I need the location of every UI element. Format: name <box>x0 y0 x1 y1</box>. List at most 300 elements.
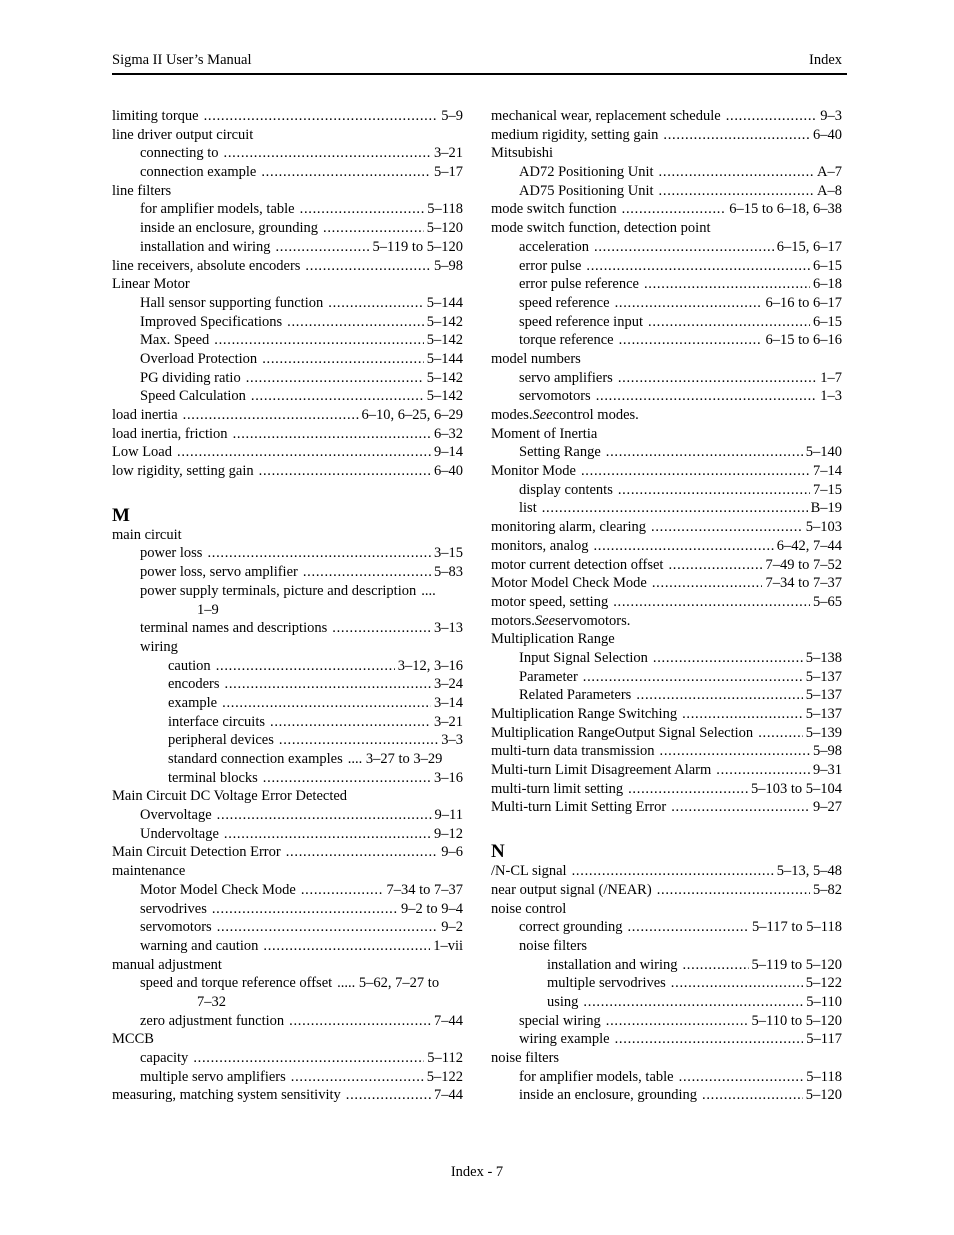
index-term: wiring <box>140 638 178 655</box>
index-term: connecting to <box>140 145 219 162</box>
index-entry <box>112 369 463 388</box>
page-reference: 6–18 <box>813 276 842 293</box>
page-reference: 5–98 <box>434 257 463 274</box>
dot-leader <box>233 425 431 444</box>
page-reference: ..... 5–62, 7–27 to <box>337 975 440 992</box>
dot-leader <box>583 993 803 1012</box>
index-term: Mitsubishi <box>491 145 554 162</box>
index-term: MCCB <box>112 1031 154 1048</box>
page-reference: 5–138 <box>805 649 842 666</box>
section-gap <box>491 817 842 841</box>
index-term: noise filters <box>519 937 588 954</box>
index-entry <box>112 544 463 563</box>
index-entry <box>112 657 463 676</box>
dot-leader <box>214 331 423 350</box>
cross-reference-target: control modes. <box>552 407 639 423</box>
dot-leader <box>261 163 431 182</box>
index-term: Max. Speed <box>140 332 210 349</box>
index-entry <box>491 443 842 462</box>
index-entry <box>491 881 842 900</box>
dot-leader <box>286 843 439 862</box>
dot-leader <box>193 1049 424 1068</box>
index-term: list <box>519 500 537 517</box>
index-term: medium rigidity, setting gain <box>491 126 659 143</box>
index-term: interface circuits <box>168 713 266 730</box>
page-reference: 5–142 <box>426 369 463 386</box>
dot-leader <box>679 1068 804 1087</box>
index-entry <box>491 761 842 780</box>
index-entry <box>491 1012 842 1031</box>
dot-leader <box>263 937 430 956</box>
page-reference: 5–142 <box>426 332 463 349</box>
page-reference: 5–119 to 5–120 <box>372 238 463 255</box>
dot-leader <box>222 694 431 713</box>
dot-leader <box>613 593 810 612</box>
dot-leader <box>204 107 439 126</box>
section-letter: M <box>112 504 130 526</box>
index-term: Improved Specifications <box>140 313 283 330</box>
page-reference: 7–34 to 7–37 <box>386 881 463 898</box>
index-term: Multiplication Range Switching <box>491 706 678 722</box>
dot-leader <box>606 1012 749 1031</box>
index-term: Speed Calculation <box>140 388 246 405</box>
index-entry-continuation: 1–9 <box>197 601 219 618</box>
dot-leader <box>583 668 803 687</box>
index-entry <box>491 518 842 537</box>
index-entry <box>491 556 842 575</box>
index-entry <box>491 705 842 724</box>
dot-leader <box>668 556 762 575</box>
index-entry <box>112 200 463 219</box>
index-entry <box>112 313 463 332</box>
page-reference: 5–103 to 5–104 <box>750 780 842 797</box>
page-reference: 5–119 to 5–120 <box>751 956 842 973</box>
dot-leader <box>542 499 808 518</box>
index-term: Parameter <box>519 668 578 685</box>
index-term: display contents <box>519 481 613 498</box>
index-term: multi-turn data transmission <box>491 743 655 760</box>
page-reference: 9–14 <box>434 444 463 461</box>
page-reference: 3–14 <box>434 694 463 711</box>
index-term: Low Load <box>112 444 172 461</box>
page-reference: 5–144 <box>426 350 463 367</box>
page-reference: 5–118 <box>427 201 463 218</box>
dot-leader <box>619 331 763 350</box>
index-term: Hall sensor supporting function <box>140 294 324 311</box>
index-entry <box>491 993 842 1012</box>
page-reference: 5–110 to 5–120 <box>751 1012 842 1029</box>
index-entry <box>112 918 463 937</box>
index-entry <box>491 630 842 649</box>
index-term: Multi-turn Limit Disagreement Alarm <box>491 762 712 779</box>
dot-leader <box>636 686 802 705</box>
index-entry <box>491 742 842 761</box>
index-entry <box>491 956 842 975</box>
index-entry-continuation: 7–32 <box>197 993 226 1010</box>
page-reference: 7–44 <box>434 1087 463 1104</box>
page-reference: 6–15 <box>813 313 842 330</box>
page-reference: 3–13 <box>434 620 463 637</box>
index-term: for amplifier models, table <box>140 201 295 218</box>
index-entry <box>112 787 463 806</box>
index-term: main circuit <box>112 526 182 543</box>
index-entry <box>112 582 463 601</box>
index-term: manual adjustment <box>112 956 222 973</box>
page-reference: 5–120 <box>805 1087 842 1104</box>
index-term: installation and wiring <box>547 956 678 973</box>
index-entry <box>491 862 842 881</box>
page-reference: 6–16 to 6–17 <box>765 294 842 311</box>
page-reference: 5–65 <box>813 593 842 610</box>
dot-leader <box>216 657 395 676</box>
page-reference: 5–117 to 5–118 <box>752 919 842 936</box>
index-column-left <box>112 107 463 1105</box>
index-term: measuring, matching system sensitivity <box>112 1087 341 1104</box>
index-term: error pulse reference <box>519 276 639 293</box>
page-reference: 7–34 to 7–37 <box>765 575 842 592</box>
index-entry <box>491 144 842 163</box>
dot-leader <box>262 350 424 369</box>
index-entry <box>491 294 842 313</box>
index-term: near output signal (/NEAR) <box>491 881 652 898</box>
page-reference: 6–15 to 6–16 <box>765 332 842 349</box>
index-term: servo amplifiers <box>519 369 613 386</box>
dot-leader <box>615 294 763 313</box>
dot-leader <box>263 769 431 788</box>
index-term: Multi-turn Limit Setting Error <box>491 799 667 816</box>
page-reference: 9–3 <box>820 108 842 124</box>
index-term: terminal blocks <box>168 769 258 786</box>
index-entry <box>491 918 842 937</box>
index-entry <box>491 126 842 145</box>
index-entry <box>112 182 463 201</box>
index-term: Monitor Mode <box>491 463 576 480</box>
page-reference: 5–139 <box>805 724 842 741</box>
page-reference: 9–11 <box>434 807 463 824</box>
dot-leader <box>652 574 763 593</box>
dot-leader <box>594 238 774 257</box>
index-entry <box>112 881 463 900</box>
dot-leader <box>291 1068 424 1087</box>
dot-leader <box>593 537 773 556</box>
index-entry <box>112 1049 463 1068</box>
index-entry <box>491 275 842 294</box>
index-term: monitors, analog <box>491 537 589 554</box>
page-reference: 6–10, 6–25, 6–29 <box>361 407 463 423</box>
dot-leader <box>618 481 810 500</box>
page-reference: 6–15 <box>813 257 842 274</box>
index-term: line driver output circuit <box>112 126 254 143</box>
page-reference: 6–15 to 6–18, 6–38 <box>729 201 842 218</box>
page-reference: 5–122 <box>805 975 842 992</box>
index-entry <box>491 668 842 687</box>
dot-leader <box>653 649 803 668</box>
index-term: Related Parameters <box>519 687 632 704</box>
index-term: Input Signal Selection <box>519 649 648 666</box>
dot-leader <box>644 275 810 294</box>
dot-leader <box>207 544 431 563</box>
section-letter: N <box>491 841 505 863</box>
page-reference: 6–42, 7–44 <box>776 537 842 554</box>
index-entry <box>491 238 842 257</box>
dot-leader <box>682 705 803 724</box>
index-entry <box>112 526 463 545</box>
dot-leader <box>627 918 749 937</box>
dot-leader <box>660 742 810 761</box>
page-reference: .... 3–27 to 3–29 <box>347 751 443 767</box>
index-term: Motor Model Check Mode <box>140 881 296 898</box>
index-entry <box>112 219 463 238</box>
index-term: model numbers <box>491 350 581 367</box>
index-cross-reference <box>491 612 842 631</box>
dot-leader <box>246 369 424 388</box>
index-entry <box>491 686 842 705</box>
dot-leader <box>300 200 425 219</box>
page-reference: 5–137 <box>805 706 842 722</box>
index-entry <box>491 331 842 350</box>
index-entry <box>491 1086 842 1105</box>
index-term: limiting torque <box>112 108 199 124</box>
index-term: special wiring <box>519 1012 601 1029</box>
index-term: line filters <box>112 182 172 199</box>
cross-reference-target: servomotors. <box>555 612 631 629</box>
index-term: encoders <box>168 676 220 693</box>
dot-leader <box>270 713 431 732</box>
index-term: servomotors <box>140 919 212 936</box>
see-label: See <box>532 407 553 423</box>
index-entry <box>112 638 463 657</box>
page-reference: 5–17 <box>434 164 463 181</box>
index-term: zero adjustment function <box>140 1012 285 1029</box>
index-term: multiple servo amplifiers <box>140 1068 286 1085</box>
index-entry <box>491 200 842 219</box>
page-reference: 5–120 <box>426 220 463 237</box>
page-reference: 3–16 <box>434 769 463 786</box>
index-entry <box>491 369 842 388</box>
index-term: Motor Model Check Mode <box>491 575 647 592</box>
index-column-right <box>491 107 842 1105</box>
index-entry <box>112 406 463 425</box>
index-term: using <box>547 993 579 1010</box>
page-reference: 7–49 to 7–52 <box>765 556 842 573</box>
index-term: example <box>168 694 218 711</box>
index-entry <box>112 387 463 406</box>
index-entry <box>491 313 842 332</box>
index-entry <box>491 724 842 743</box>
page-reference: B–19 <box>810 500 842 517</box>
page-reference: 5–83 <box>434 564 463 581</box>
dot-leader <box>217 806 432 825</box>
dot-leader <box>183 406 359 425</box>
dot-leader <box>671 798 810 817</box>
index-term: mode switch function, detection point <box>491 220 711 237</box>
index-term: multiple servodrives <box>547 975 666 992</box>
index-entry <box>491 107 842 126</box>
index-term: mechanical wear, replacement schedule <box>491 108 721 124</box>
dot-leader <box>251 387 424 406</box>
index-term: line receivers, absolute encoders <box>112 257 301 274</box>
index-entry <box>491 574 842 593</box>
index-entry <box>491 462 842 481</box>
index-entry <box>491 387 842 406</box>
dot-leader <box>682 956 748 975</box>
page-reference: 3–21 <box>434 145 463 162</box>
page-reference: 5–144 <box>426 294 463 311</box>
page-reference: 9–31 <box>813 762 842 779</box>
index-term: low rigidity, setting gain <box>112 463 254 480</box>
index-entry <box>112 1012 463 1031</box>
index-term: power loss <box>140 545 203 562</box>
index-term: servodrives <box>140 900 207 917</box>
index-entry <box>112 462 463 481</box>
index-entry <box>112 806 463 825</box>
index-term: servomotors <box>519 388 591 405</box>
page-reference: 5–117 <box>806 1031 842 1048</box>
index-term: motor current detection offset <box>491 556 664 573</box>
index-entry <box>112 862 463 881</box>
index-entry <box>491 481 842 500</box>
dot-leader <box>287 313 424 332</box>
page-reference: 5–140 <box>805 444 842 461</box>
index-term: monitoring alarm, clearing <box>491 519 647 536</box>
index-entry <box>112 144 463 163</box>
dot-leader <box>671 974 803 993</box>
page-reference: 5–142 <box>426 388 463 405</box>
dot-leader <box>758 724 803 743</box>
dot-leader <box>586 257 810 276</box>
index-entry <box>112 443 463 462</box>
dot-leader <box>622 200 727 219</box>
page-number: Index - 7 <box>450 1164 504 1180</box>
page-reference: 3–3 <box>441 732 463 749</box>
index-term: caution <box>168 657 211 674</box>
index-term: /N-CL signal <box>491 863 567 880</box>
index-entry <box>491 1049 842 1068</box>
page-reference: 5–82 <box>813 881 842 898</box>
section-gap <box>112 481 463 505</box>
index-term: Multiplication RangeOutput Signal Selection <box>491 724 754 741</box>
index-entry <box>112 619 463 638</box>
page-reference: 1–3 <box>820 388 842 405</box>
index-term: for amplifier models, table <box>519 1068 674 1085</box>
index-entry <box>491 649 842 668</box>
dot-leader <box>177 443 431 462</box>
index-term: multi-turn limit setting <box>491 780 624 797</box>
page-reference: 5–98 <box>813 743 842 760</box>
index-term: inside an enclosure, grounding <box>140 220 318 237</box>
index-entry <box>112 425 463 444</box>
index-entry <box>491 780 842 799</box>
index-term: Overload Protection <box>140 350 258 367</box>
page-reference: 5–112 <box>427 1050 463 1066</box>
index-entry <box>491 937 842 956</box>
page-reference: 3–12, 3–16 <box>397 657 463 674</box>
header-rule <box>112 73 847 75</box>
index-term: power loss, servo amplifier <box>140 564 298 581</box>
index-term: standard connection examples <box>168 751 343 767</box>
dot-leader <box>323 219 424 238</box>
index-entry <box>491 1030 842 1049</box>
index-entry <box>112 294 463 313</box>
index-term: warning and caution <box>140 937 259 954</box>
dot-leader <box>279 731 438 750</box>
index-term: Multiplication Range <box>491 631 615 648</box>
index-cross-reference <box>491 406 842 425</box>
page-reference: 3–24 <box>434 676 463 693</box>
dot-leader <box>657 881 810 900</box>
page-reference: 5–13, 5–48 <box>776 863 842 880</box>
index-entry <box>112 825 463 844</box>
index-entry <box>112 126 463 145</box>
page-reference: 5–137 <box>805 687 842 704</box>
page-reference: 9–2 to 9–4 <box>400 900 463 917</box>
index-entry <box>112 843 463 862</box>
index-entry <box>112 331 463 350</box>
index-entry <box>491 163 842 182</box>
index-term: Undervoltage <box>140 825 219 842</box>
index-term: Overvoltage <box>140 807 212 824</box>
index-term: noise control <box>491 900 567 917</box>
dot-leader <box>581 462 810 481</box>
page-reference: 1–vii <box>433 937 463 954</box>
dot-leader <box>275 238 369 257</box>
dot-leader <box>259 462 431 481</box>
page-reference: 9–2 <box>441 919 463 936</box>
index-term: speed reference input <box>519 313 643 330</box>
index-term: Linear Motor <box>112 276 190 293</box>
index-entry <box>112 257 463 276</box>
index-entry <box>491 593 842 612</box>
index-term: maintenance <box>112 863 186 880</box>
index-term: load inertia <box>112 407 178 423</box>
index-entry <box>491 182 842 201</box>
page-reference: A–7 <box>817 164 842 181</box>
index-entry <box>112 937 463 956</box>
page-reference: 5–110 <box>806 993 842 1010</box>
index-term: Main Circuit Detection Error <box>112 844 281 861</box>
page-reference: 1–7 <box>820 369 842 386</box>
dot-leader <box>303 563 431 582</box>
index-term: Main Circuit DC Voltage Error Detected <box>112 788 348 805</box>
dot-leader <box>618 369 817 388</box>
dot-leader <box>224 825 431 844</box>
index-entry <box>112 750 463 769</box>
index-entry <box>491 537 842 556</box>
index-entry <box>491 798 842 817</box>
page-reference: 9–12 <box>434 825 463 842</box>
index-term: connection example <box>140 164 257 181</box>
index-entry <box>112 731 463 750</box>
index-term: error pulse <box>519 257 582 274</box>
dot-leader <box>212 900 398 919</box>
page-reference: 9–27 <box>813 799 842 816</box>
page-reference: 7–14 <box>813 463 842 480</box>
dot-leader <box>572 862 774 881</box>
page-reference: 5–142 <box>426 313 463 330</box>
page-reference: 9–6 <box>441 844 463 861</box>
page-reference: 3–21 <box>434 713 463 730</box>
index-term: Moment of Inertia <box>491 425 598 442</box>
index-term: power supply terminals, picture and description <box>140 582 417 599</box>
dot-leader <box>659 182 814 201</box>
dot-leader <box>289 1012 431 1031</box>
dot-leader <box>606 443 803 462</box>
dot-leader <box>305 257 431 276</box>
page-reference: 6–40 <box>813 126 842 143</box>
dot-leader <box>224 144 431 163</box>
dot-leader <box>726 107 818 126</box>
index-entry <box>491 425 842 444</box>
